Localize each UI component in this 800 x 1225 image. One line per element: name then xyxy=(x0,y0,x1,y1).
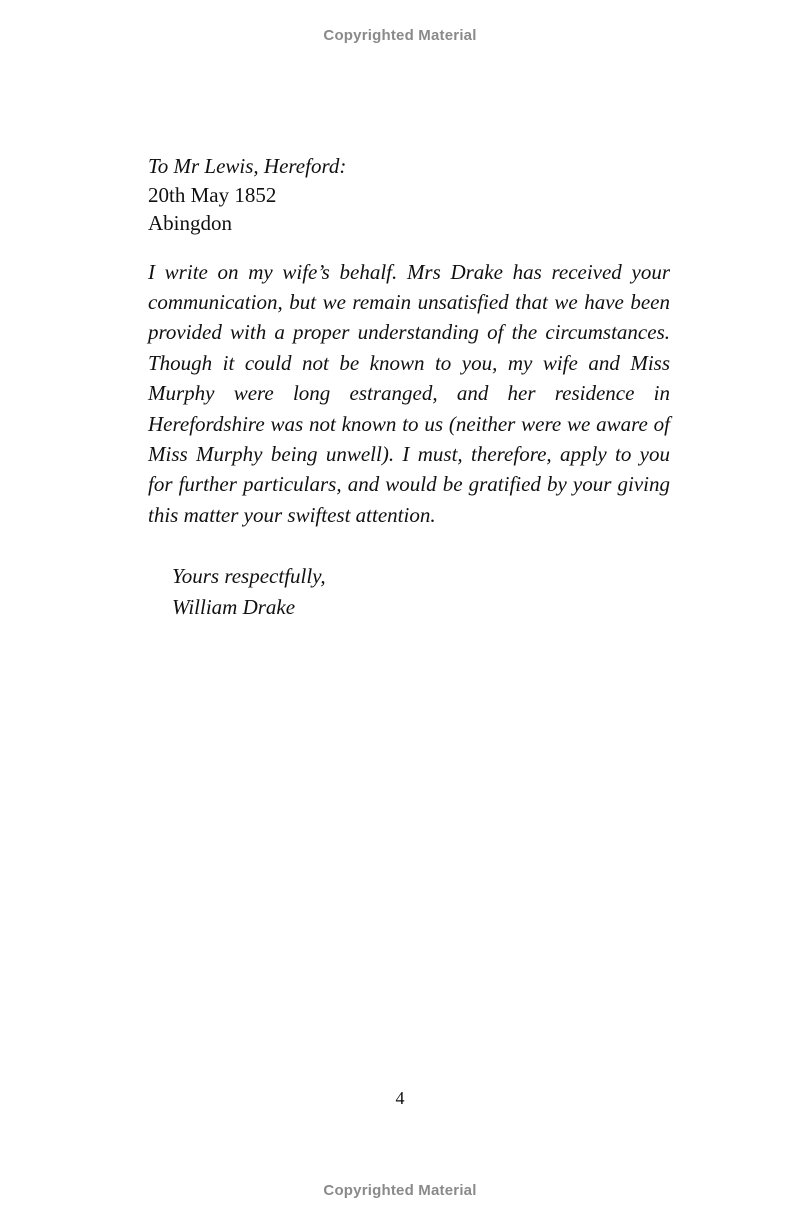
letter xyxy=(148,152,670,622)
copyright-watermark-top: Copyrighted Material xyxy=(323,27,477,44)
page-number: 4 xyxy=(395,1088,405,1108)
closing-salutation: Yours respectfully, xyxy=(172,564,326,589)
letter-place: Abingdon xyxy=(148,211,232,235)
letter-recipient: To Mr Lewis, Hereford: xyxy=(148,154,347,178)
letter-signature: William Drake xyxy=(172,594,296,619)
letter-body: I write on my wife’s behalf. Mrs Drake has received your communication, but we remain unsatisfied that we have been provided with a proper understanding of the circumstances. Though it could not be known to you, my wife and Miss Murphy were long estranged, and her residence in Herefordshire was not known to us (neither were we aware of Miss Murphy being unwell). I must, therefore, apply to you for further particulars, and would be gratified by your giving this matter your swiftest attention. xyxy=(148,259,670,527)
letter-closing xyxy=(172,561,670,622)
copyright-watermark-bottom: Copyrighted Material xyxy=(323,1182,477,1199)
letter-date: 20th May 1852 xyxy=(148,182,277,207)
